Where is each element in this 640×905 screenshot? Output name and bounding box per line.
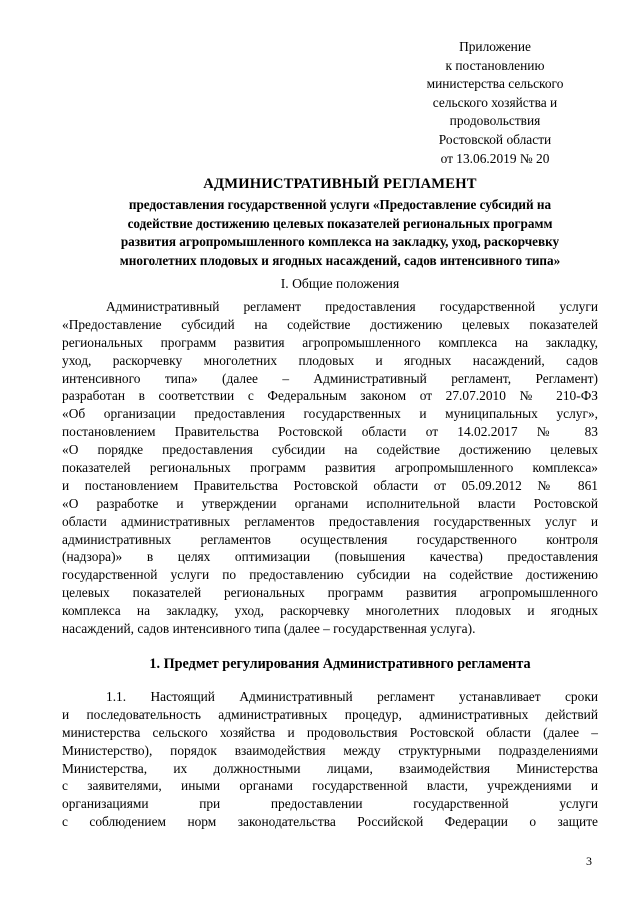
appendix-line: к постановлению	[445, 57, 545, 73]
text-line: административных регламентов осуществления государственного контроля	[62, 531, 598, 547]
text-line: (надзора)» в целях оптимизации (повышения качества) предоставления	[62, 549, 598, 565]
appendix-block	[380, 38, 610, 168]
appendix-line: Ростовской области	[438, 131, 552, 147]
text-line: насаждений, садов интенсивного типа (далее – государственная услуга).	[62, 621, 476, 637]
text-line: и постановлением Правительства Ростовской области от 05.09.2012 № 861	[62, 477, 598, 493]
document-title: АДМИНИСТРАТИВНЫЙ РЕГЛАМЕНТ	[203, 176, 477, 192]
text-line: «О разработке и утверждении органами исполнительной власти Ростовской	[62, 495, 598, 511]
appendix-line: министерства сельского	[426, 76, 564, 92]
text-line: с соблюдением норм законодательства Российской Федерации о защите	[62, 814, 598, 830]
text-line: целевых показателей региональных программ развития агропромышленного	[62, 585, 598, 601]
text-line: Министерства, их должностными лицами, взаимодействия Министерства	[62, 760, 598, 776]
text-line: и последовательность административных процедур, административных действий	[62, 706, 598, 722]
subtitle-line: предоставления государственной услуги «Предоставление субсидий на	[128, 197, 552, 212]
text-line: комплекса на закладку, уход, раскорчевку многолетних плодовых и ягодных	[62, 603, 598, 619]
text-line: министерства сельского хозяйства и продовольствия Ростовской области (далее –	[62, 724, 598, 740]
page-number: 3	[586, 854, 592, 868]
subsection-heading: 1. Предмет регулирования Административного регламента	[149, 656, 531, 672]
text-line: организациями при предоставлении государственной услуги	[62, 796, 598, 812]
text-line: разработан в соответствии с Федеральным законом от 27.07.2010 № 210-ФЗ	[62, 388, 598, 404]
paragraph-general-provisions	[62, 298, 598, 638]
appendix-line: сельского хозяйства и	[432, 94, 558, 110]
text-line: Административный регламент предоставления государственной услуги	[106, 299, 598, 314]
text-line: с заявителями, иными органами государственной власти, учреждениями и	[62, 778, 598, 794]
text-line: области административных регламентов предоставления государственных услуг и	[62, 513, 598, 529]
subtitle-line: развития агропромышленного комплекса на закладку, уход, раскорчевку	[120, 234, 560, 250]
text-line: интенсивного типа» (далее – Административный регламент, Регламент)	[62, 370, 598, 386]
subtitle-line: многолетних плодовых и ягодных насаждений, садов интенсивного типа»	[119, 252, 561, 268]
text-line: «Об организации предоставления государственных и муниципальных услуг»,	[62, 406, 598, 422]
text-line: «Предоставление субсидий на содействие достижению целевых показателей	[62, 316, 598, 332]
subtitle-line: содействие достижению целевых показателей региональных программ	[127, 215, 553, 231]
text-line: «О порядке предоставления субсидии на содействие достижению целевых	[62, 442, 598, 458]
appendix-line: от 13.06.2019 № 20	[440, 150, 550, 166]
section-heading: I. Общие положения	[280, 276, 400, 291]
text-line: 1.1. Настоящий Административный регламент устанавливает сроки	[106, 689, 598, 704]
appendix-line: Приложение	[459, 39, 531, 54]
appendix-line: продовольствия	[449, 113, 541, 129]
paragraph-1-1	[62, 688, 598, 831]
text-line: уход, раскорчевку многолетних плодовых и ягодных насаждений, садов	[62, 352, 598, 368]
document-subtitle	[60, 196, 620, 270]
text-line: региональных программ развития агропромышленного комплекса на закладку,	[62, 334, 598, 350]
text-line: показателей региональных программ развития агропромышленного комплекса»	[62, 460, 598, 476]
text-line: государственной услуги по предоставлению субсидии на содействие достижению	[62, 567, 598, 583]
text-line: Министерство), порядок взаимодействия между структурными подразделениями	[62, 742, 598, 758]
text-line: постановлением Правительства Ростовской области от 14.02.2017 № 83	[62, 424, 598, 440]
